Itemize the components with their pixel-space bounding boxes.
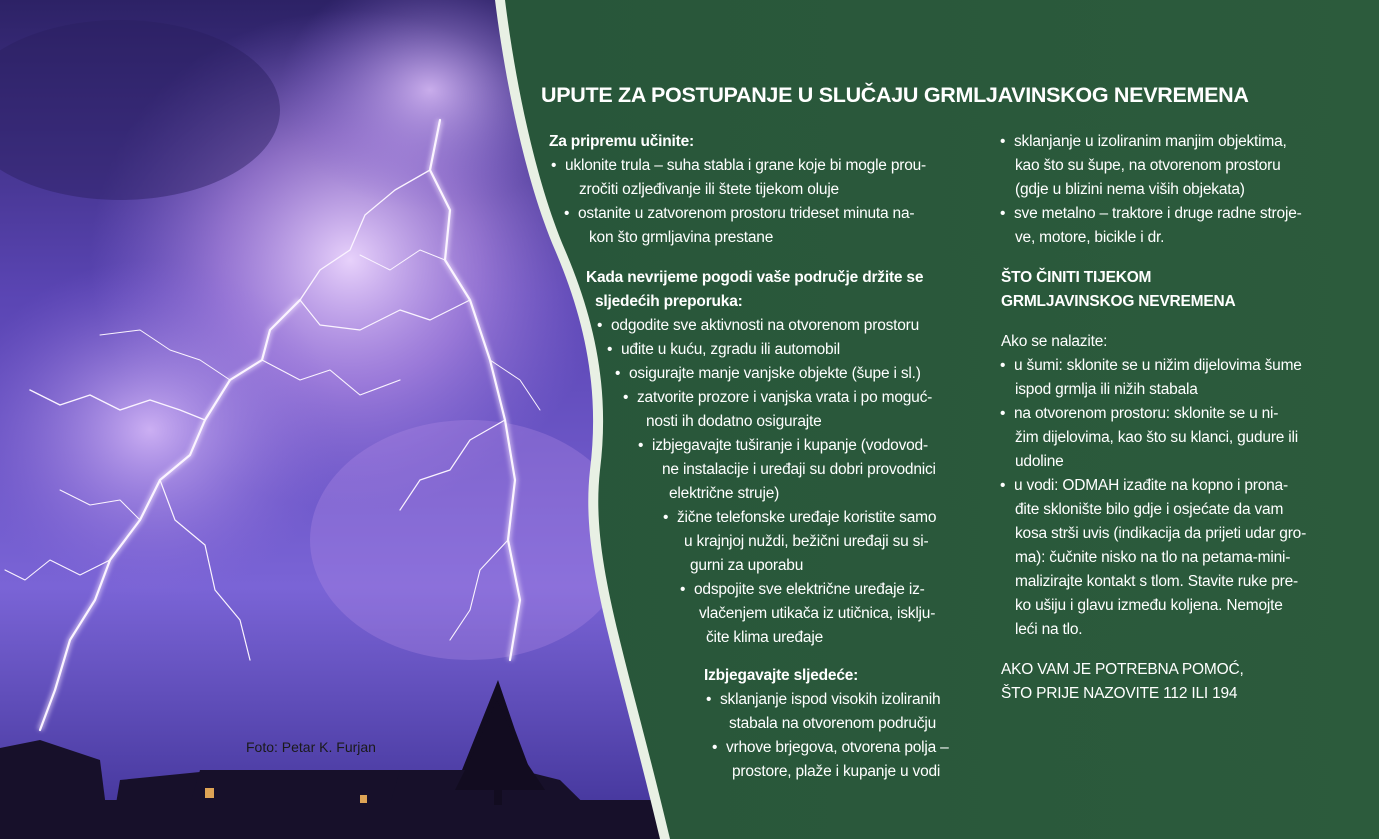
during-line: leći na tlo. [1015,621,1083,638]
storm-line: • odspojite sve električne uređaje iz- [694,578,925,602]
avoid-cont-line: • sklanjanje u izoliranim manjim objektima, [1014,130,1287,154]
storm-line: ne instalacije i uređaji su dobri provodnici [662,461,936,478]
help-line: ŠTO PRIJE NAZOVITE 112 ILI 194 [1001,685,1238,702]
storm-heading: Kada nevrijeme pogodi vaše područje držite se [586,269,924,286]
prep-heading: Za pripremu učinite: [549,133,694,150]
during-line: đite sklonište bilo gdje i osjećate da vam [1015,501,1284,518]
during-line: žim dijelovima, kao što su klanci, gudure ili [1015,429,1299,446]
during-line: ko ušiju i glavu između koljena. Nemojte [1015,597,1283,614]
help-line: AKO VAM JE POTREBNA POMOĆ, [1001,661,1244,678]
storm-line: • uđite u kuću, zgradu ili automobil [621,338,840,362]
storm-heading-cont: sljedećih preporuka: [595,293,743,310]
during-line: • u vodi: ODMAH izađite na kopno i prona- [1014,474,1288,498]
avoid-cont-line: kao što su šupe, na otvorenom prostoru [1015,157,1281,174]
avoid-cont-line: • sve metalno – traktore i druge radne stroje- [1014,202,1302,226]
storm-line: • odgodite sve aktivnosti na otvorenom prostoru [611,314,919,338]
page-title: UPUTE ZA POSTUPANJE U SLUČAJU GRMLJAVINSKOG NEVREMENA [541,83,1249,107]
avoid-cont-line: (gdje u blizini nema viših objekata) [1015,181,1245,198]
avoid-cont-line: ve, motore, bicikle i dr. [1015,229,1165,246]
storm-line: • žične telefonske uređaje koristite samo [677,506,936,530]
during-line: • na otvorenom prostoru: sklonite se u ni- [1014,402,1278,426]
prep-line: • ostanite u zatvorenom prostoru trideset minuta na- [578,202,914,226]
storm-line: • izbjegavajte tuširanje i kupanje (vodovod- [652,434,928,458]
storm-line: • zatvorite prozore i vanjska vrata i po moguć- [637,386,932,410]
prep-line: • uklonite trula – suha stabla i grane koje bi mogle prou- [565,154,926,178]
prep-line: zročiti ozljeđivanje ili štete tijekom oluje [579,181,839,198]
during-line: • u šumi: sklonite se u nižim dijelovima šume [1014,354,1302,378]
avoid-heading: Izbjegavajte sljedeće: [704,667,859,684]
photo-credit: Foto: Petar K. Furjan [246,739,376,755]
storm-line: električne struje) [669,485,780,502]
storm-line: nosti ih dodatno osigurajte [646,413,822,430]
storm-line: vlačenjem utikača iz utičnica, isklju- [699,605,936,622]
prep-line: kon što grmljavina prestane [589,229,774,246]
during-line: ma): čučnite nisko na tlo na petama-mini- [1015,549,1291,566]
storm-line: • osigurajte manje vanjske objekte (šupe i sl.) [629,362,921,386]
during-heading: ŠTO ČINITI TIJEKOM [1001,269,1152,286]
avoid-line: stabala na otvorenom području [729,715,937,732]
storm-line: u krajnjoj nuždi, bežični uređaji su si- [684,533,929,550]
during-line: udoline [1015,453,1064,470]
during-line: malizirajte kontakt s tlom. Stavite ruke pre- [1015,573,1299,590]
avoid-line: • vrhove brjegova, otvorena polja – [726,736,949,760]
avoid-line: prostore, plaže i kupanje u vodi [732,763,941,780]
storm-line: gurni za uporabu [690,557,804,574]
if-located-label: Ako se nalazite: [1001,333,1108,350]
during-line: ispod grmlja ili nižih stabala [1015,381,1198,398]
storm-line: čite klima uređaje [706,629,824,646]
avoid-line: • sklanjanje ispod visokih izoliranih [720,688,940,712]
during-line: kosa strši uvis (indikacija da prijeti udar gro- [1015,525,1307,542]
during-heading-cont: GRMLJAVINSKOG NEVREMENA [1001,293,1236,310]
